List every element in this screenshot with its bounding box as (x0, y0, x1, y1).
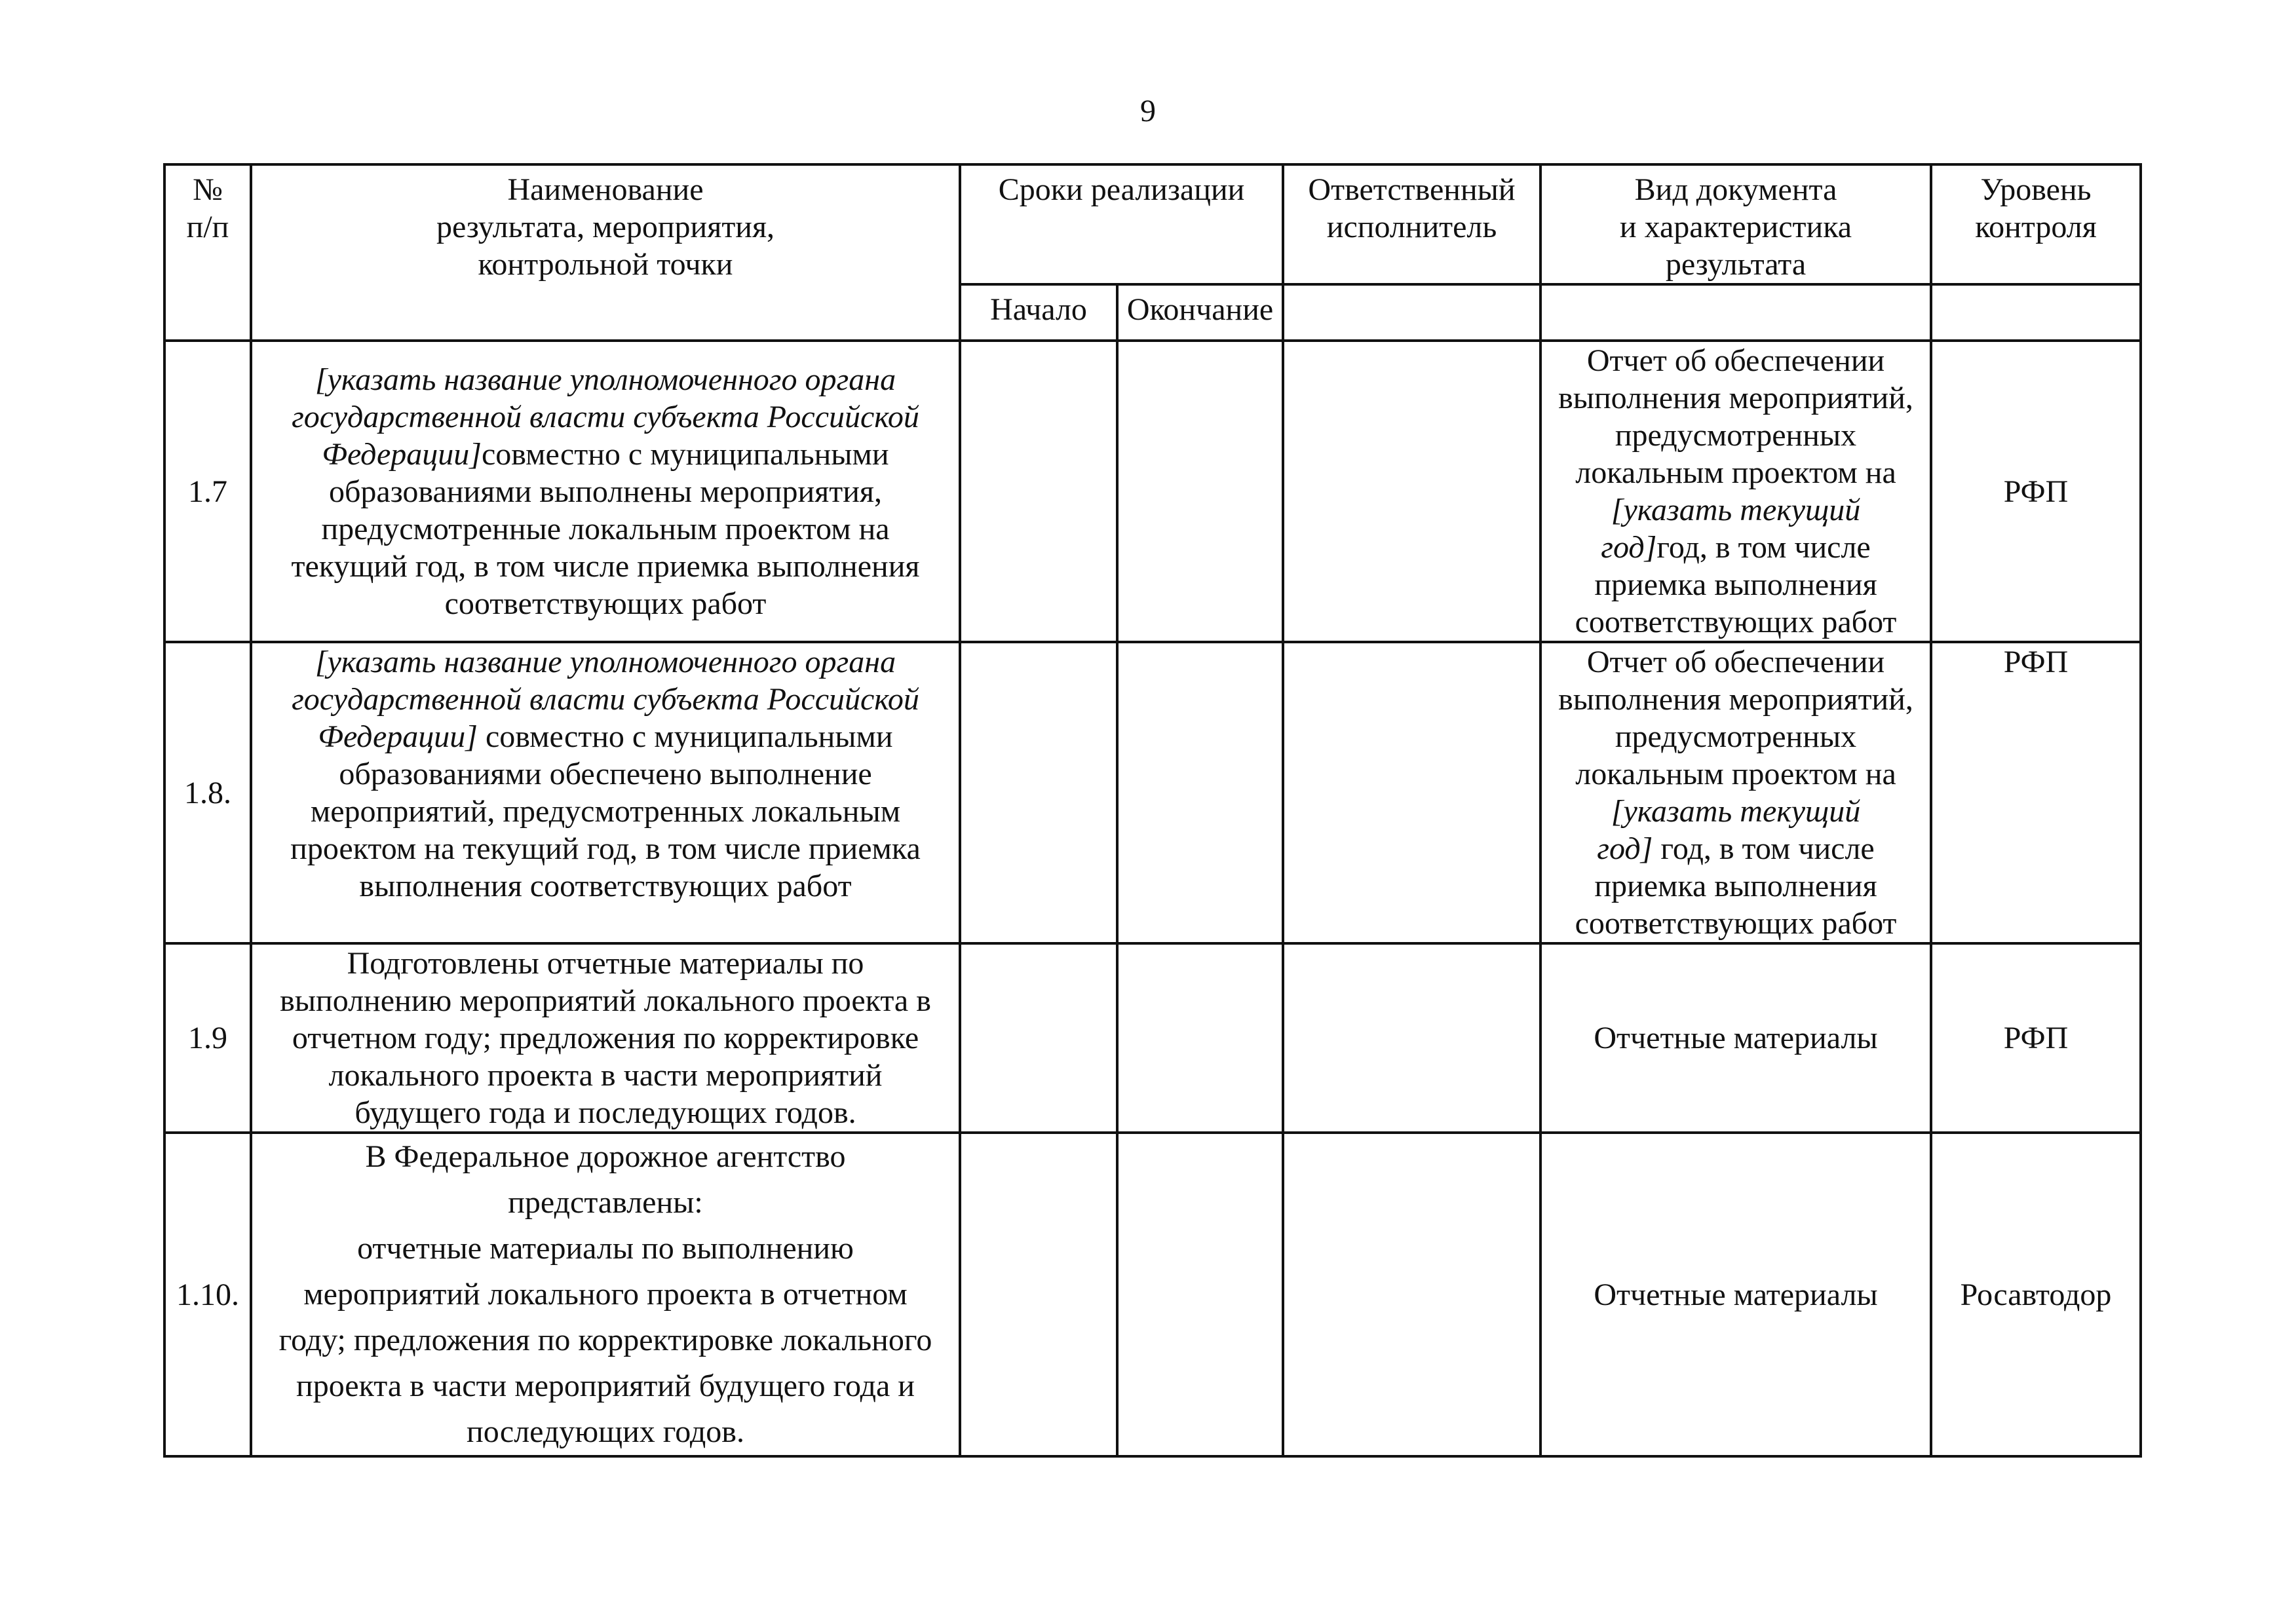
row-end (1117, 642, 1283, 943)
row-number: 1.10. (164, 1133, 251, 1456)
table-row (164, 943, 2141, 1133)
row-name: [указать название уполномоченного органа государственной власти субъекта Российской Федерации] совместно с муниципальными образованиями обеспечено выполнение мероприятий, предусмотренных локальным проектом на текущий год, в том числе приемка выполнения соответствующих работ (251, 642, 960, 943)
row-executor (1283, 642, 1540, 943)
row-number: 1.9 (164, 943, 251, 1133)
row-document: Отчетные материалы (1540, 1133, 1931, 1456)
row-control-level: РФП (1931, 943, 2141, 1133)
header-name: Наименование результата, мероприятия, контрольной точки (251, 164, 960, 341)
row-number: 1.8. (164, 642, 251, 943)
header-document: Вид документа и характеристика результата (1540, 164, 1931, 284)
row-control-level: РФП (1931, 341, 2141, 642)
row-document: Отчетные материалы (1540, 943, 1931, 1133)
row-start (960, 1133, 1117, 1456)
table-row (164, 1133, 2141, 1456)
row-start (960, 341, 1117, 642)
table-row (164, 642, 2141, 943)
row-control-level: Росавтодор (1931, 1133, 2141, 1456)
row-name: [указать название уполномоченного органа государственной власти субъекта Российской Федерации]совместно с муниципальными образованиями выполнены мероприятия, предусмотренные локальным проектом на текущий год, в том числе приемка выполнения соответствующих работ (251, 341, 960, 642)
row-end (1117, 1133, 1283, 1456)
row-end (1117, 341, 1283, 642)
table-row (164, 341, 2141, 642)
header-level-empty (1931, 284, 2141, 341)
row-executor (1283, 341, 1540, 642)
header-control-level: Уровень контроля (1931, 164, 2141, 284)
header-executor: Ответственный исполнитель (1283, 164, 1540, 284)
header-terms: Сроки реализации (960, 164, 1283, 284)
row-name: Подготовлены отчетные материалы по выполнению мероприятий локального проекта в отчетном году; предложения по корректировке локального проекта в части мероприятий будущего года и последующих годов. (251, 943, 960, 1133)
table-header-row (164, 164, 2141, 284)
header-executor-empty (1283, 284, 1540, 341)
header-number: № п/п (164, 164, 251, 341)
page-number: 9 (1140, 94, 1156, 128)
header-start: Начало (960, 284, 1117, 341)
events-table (163, 163, 2142, 1458)
row-start (960, 943, 1117, 1133)
header-document-empty (1540, 284, 1931, 341)
row-document: Отчет об обеспечении выполнения мероприятий, предусмотренных локальным проектом на [указать текущий год] год, в том числе приемка выполнения соответствующих работ (1540, 642, 1931, 943)
row-executor (1283, 943, 1540, 1133)
row-number: 1.7 (164, 341, 251, 642)
row-executor (1283, 1133, 1540, 1456)
row-control-level: РФП (1931, 642, 2141, 943)
row-start (960, 642, 1117, 943)
row-end (1117, 943, 1283, 1133)
row-name: В Федеральное дорожное агентство представлены: отчетные материалы по выполнению мероприятий локального проекта в отчетном году; предложения по корректировке локального проекта в части мероприятий будущего года и последующих годов. (251, 1133, 960, 1456)
row-document: Отчет об обеспечении выполнения мероприятий, предусмотренных локальным проектом на [указать текущий год]год, в том числе приемка выполнения соответствующих работ (1540, 341, 1931, 642)
header-end: Окончание (1117, 284, 1283, 341)
